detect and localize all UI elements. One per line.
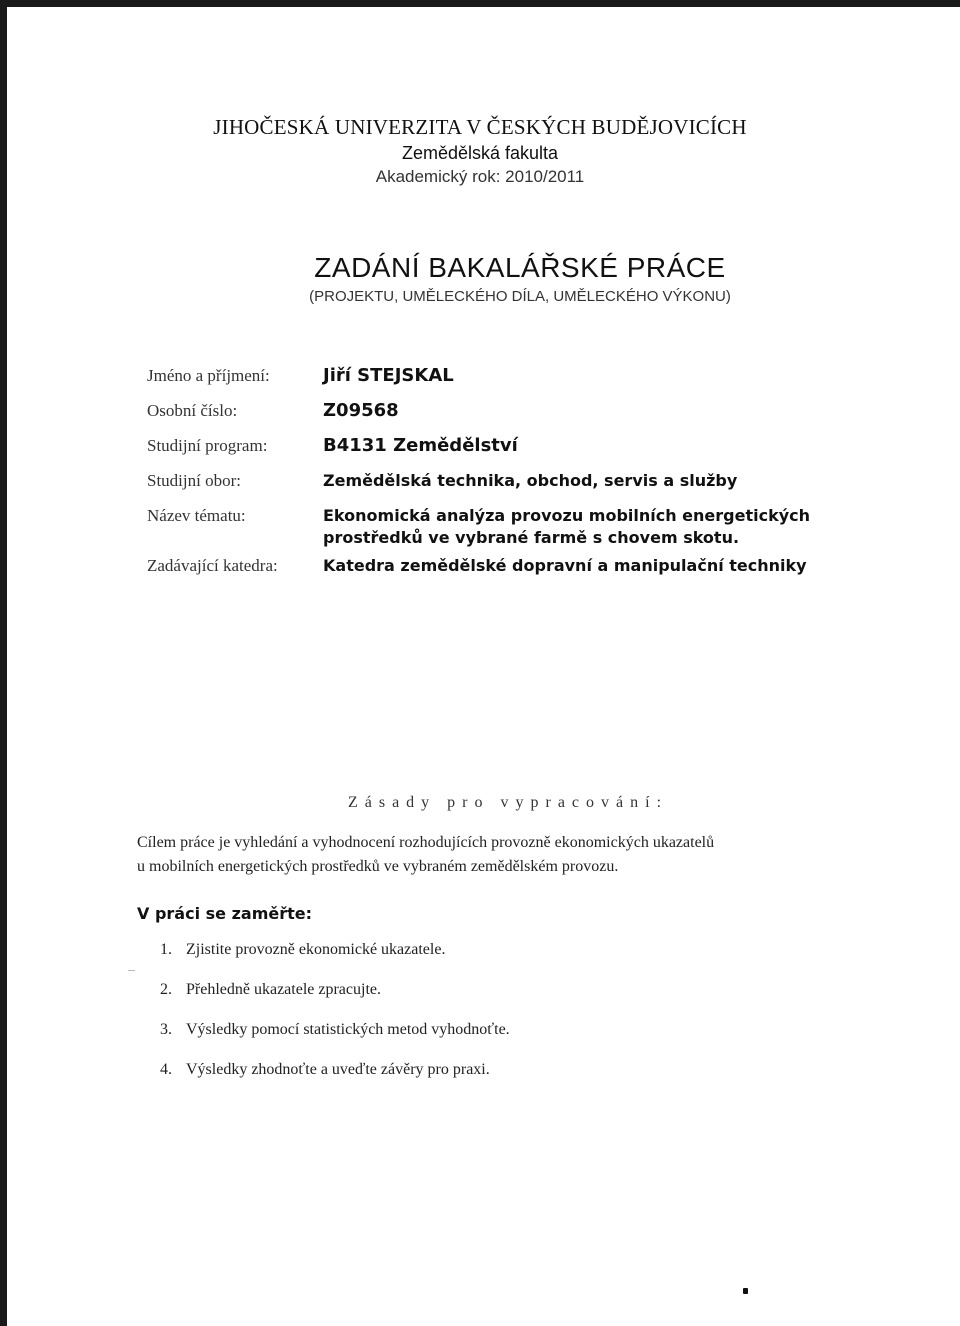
focus-heading: V práci se zaměřte: [137, 904, 312, 923]
list-item [160, 1061, 510, 1101]
department-value: Katedra zemědělské dopravní a manipulační techniky [323, 556, 807, 575]
info-row-program [147, 435, 867, 457]
id-label: Osobní číslo: [147, 401, 238, 420]
name-value: Jiří STEJSKAL [323, 365, 454, 386]
list-item-number: 4. [160, 1061, 172, 1078]
id-value: Z09568 [323, 400, 399, 421]
list-item-number: 3. [160, 1021, 172, 1038]
page-border-top [0, 0, 960, 7]
list-item-number: 2. [160, 981, 172, 998]
topic-label: Název tématu: [147, 506, 246, 525]
department-label: Zadávající katedra: [147, 556, 278, 575]
field-label: Studijní obor: [147, 471, 241, 490]
info-row-department [147, 555, 867, 577]
document-header [0, 113, 960, 189]
info-row-name [147, 365, 867, 387]
list-item-number: 1. [160, 941, 172, 958]
field-value: Zemědělská technika, obchod, servis a služby [323, 471, 738, 490]
scan-mark [128, 970, 135, 971]
principles-intro [137, 831, 877, 879]
principles-heading: Zásady pro vypracování: [347, 794, 669, 811]
name-label: Jméno a příjmení: [147, 366, 270, 385]
list-item-text: Výsledky zhodnoťte a uveďte závěry pro praxi. [186, 1061, 490, 1078]
topic-value-line1: Ekonomická analýza provozu mobilních energetických [323, 506, 811, 525]
faculty-name: Zemědělská fakulta [401, 143, 559, 163]
list-item [160, 941, 510, 981]
page-border-left [0, 0, 7, 1326]
assignment-title-block [0, 250, 960, 308]
intro-line2: u mobilních energetických prostředků ve vybraném zemědělském provozu. [137, 858, 619, 875]
student-info [147, 365, 867, 590]
info-row-field [147, 470, 867, 492]
intro-line1: Cílem práce je vyhledání a vyhodnocení rozhodujících provozně ekonomických ukazatelů [137, 834, 715, 851]
topic-value-line2: prostředků ve vybrané farmě s chovem skotu. [323, 528, 740, 547]
list-item [160, 1021, 510, 1061]
task-list [160, 941, 510, 1101]
scan-speck [743, 1288, 748, 1294]
list-item [160, 981, 510, 1021]
list-item-text: Přehledně ukazatele zpracujte. [186, 981, 381, 998]
university-name: JIHOČESKÁ UNIVERZITA V ČESKÝCH BUDĚJOVICÍCH [213, 115, 747, 139]
list-item-text: Zjistite provozně ekonomické ukazatele. [186, 941, 446, 958]
info-row-topic [147, 505, 867, 549]
topic-value [323, 505, 810, 549]
program-value: B4131 Zemědělství [323, 435, 518, 456]
list-item-text: Výsledky pomocí statistických metod vyhodnoťte. [186, 1021, 510, 1038]
page-subtitle: (PROJEKTU, UMĚLECKÉHO DÍLA, UMĚLECKÉHO VÝKONU) [309, 288, 731, 305]
page-title: ZADÁNÍ BAKALÁŘSKÉ PRÁCE [314, 252, 726, 283]
program-label: Studijní program: [147, 436, 268, 455]
academic-year: Akademický rok: 2010/2011 [375, 167, 585, 186]
info-row-id [147, 400, 867, 422]
